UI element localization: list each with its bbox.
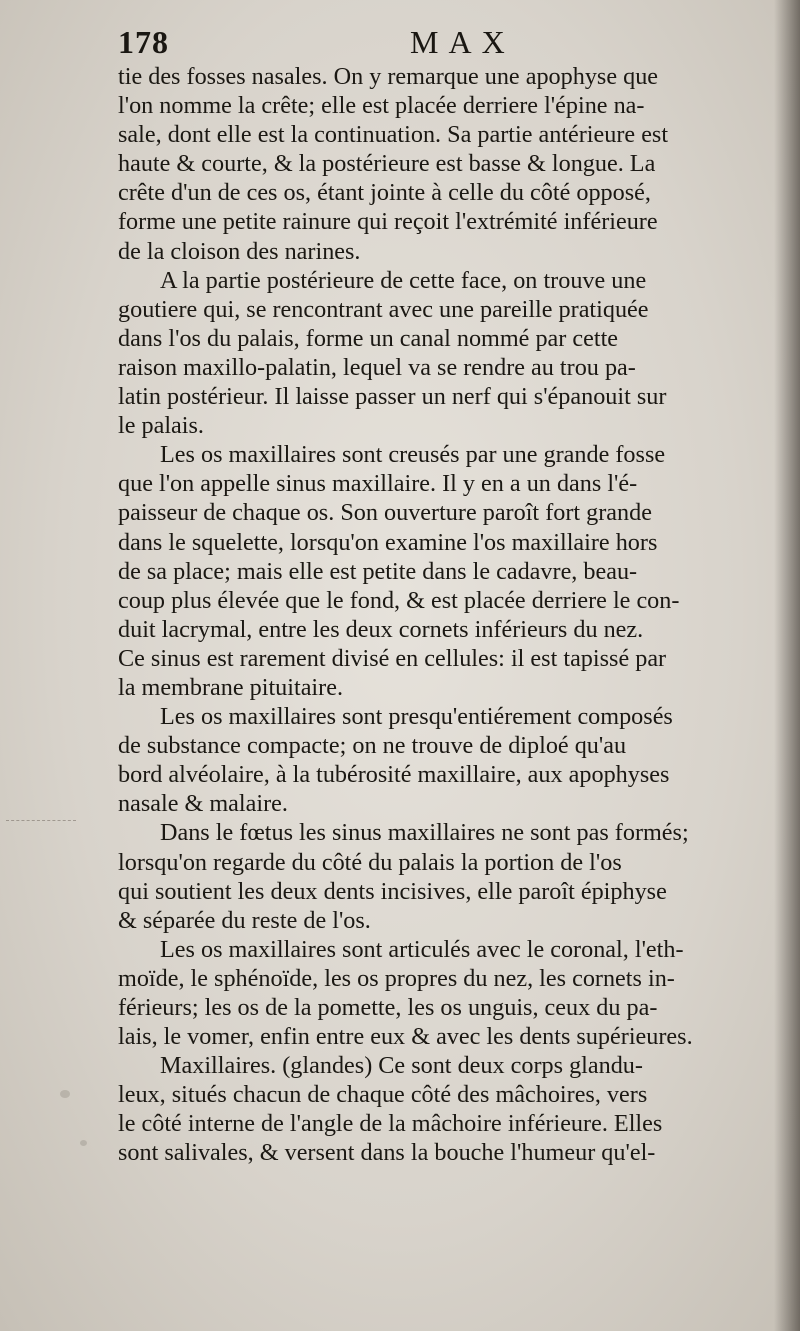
text-line: latin postérieur. Il laisse passer un nerf qui s'épanouit sur xyxy=(118,383,667,411)
paper-stain xyxy=(60,1090,70,1098)
text-line: & séparée du reste de l'os. xyxy=(118,906,371,934)
body-text xyxy=(118,62,786,1168)
text-line: sont salivales, & versent dans la bouche l'humeur qu'el- xyxy=(118,1139,656,1167)
text-line: forme une petite rainure qui reçoit l'extrémité inférieure xyxy=(118,208,658,236)
text-line: haute & courte, & la postérieure est basse & longue. La xyxy=(118,150,656,178)
running-head: MAX xyxy=(410,24,515,60)
text-line: l'on nomme la crête; elle est placée derriere l'épine na- xyxy=(118,92,645,120)
text-line: goutiere qui, se rencontrant avec une pareille pratiquée xyxy=(118,295,649,323)
text-line: sale, dont elle est la continuation. Sa partie antérieure est xyxy=(118,121,669,149)
text-line: coup plus élevée que le fond, & est placée derriere le con- xyxy=(118,586,680,614)
text-line: nasale & malaire. xyxy=(118,790,288,818)
margin-mark xyxy=(6,820,76,835)
text-line: Les os maxillaires sont articulés avec le coronal, l'eth- xyxy=(160,935,684,963)
page-header xyxy=(118,24,778,66)
text-line: de substance compacte; on ne trouve de diploé qu'au xyxy=(118,732,627,760)
text-line: lais, le vomer, enfin entre eux & avec les dents supérieures. xyxy=(118,1023,693,1051)
text-line: raison maxillo-palatin, lequel va se rendre au trou pa- xyxy=(118,353,636,381)
text-line: A la partie postérieure de cette face, on trouve une xyxy=(160,266,647,294)
text-line: dans le squelette, lorsqu'on examine l'os maxillaire hors xyxy=(118,528,658,556)
text-line: paisseur de chaque os. Son ouverture paroît fort grande xyxy=(118,499,652,527)
text-line: de la cloison des narines. xyxy=(118,237,361,265)
text-line: moïde, le sphénoïde, les os propres du nez, les cornets in- xyxy=(118,964,675,992)
text-line: bord alvéolaire, à la tubérosité maxillaire, aux apophyses xyxy=(118,761,670,789)
text-line: le palais. xyxy=(118,412,204,440)
text-line: duit lacrymal, entre les deux cornets inférieurs du nez. xyxy=(118,615,644,643)
text-line: Ce sinus est rarement divisé en cellules: il est tapissé par xyxy=(118,644,667,672)
text-line: crête d'un de ces os, étant jointe à celle du côté opposé, xyxy=(118,179,651,207)
text-line: Les os maxillaires sont creusés par une grande fosse xyxy=(160,441,666,469)
text-line: lorsqu'on regarde du côté du palais la portion de l'os xyxy=(118,848,622,876)
text-line: leux, situés chacun de chaque côté des mâchoires, vers xyxy=(118,1081,648,1109)
text-line: le côté interne de l'angle de la mâchoire inférieure. Elles xyxy=(118,1110,663,1138)
text-line: Dans le fœtus les sinus maxillaires ne sont pas formés; xyxy=(160,819,689,847)
text-line: Les os maxillaires sont presqu'entiérement composés xyxy=(160,703,673,731)
text-line: Maxillaires. (glandes) Ce sont deux corps glandu- xyxy=(160,1052,643,1080)
paper-stain xyxy=(80,1140,87,1146)
text-line: qui soutient les deux dents incisives, elle paroît épiphyse xyxy=(118,877,667,905)
text-line: de sa place; mais elle est petite dans le cadavre, beau- xyxy=(118,557,638,585)
text-line: férieurs; les os de la pomette, les os unguis, ceux du pa- xyxy=(118,994,658,1021)
text-line: la membrane pituitaire. xyxy=(118,673,343,701)
page-number: 178 xyxy=(118,24,169,60)
text-line: que l'on appelle sinus maxillaire. Il y en a un dans l'é- xyxy=(118,470,638,498)
text-line: tie des fosses nasales. On y remarque une apophyse que xyxy=(118,63,659,90)
text-line: dans l'os du palais, forme un canal nommé par cette xyxy=(118,324,619,352)
